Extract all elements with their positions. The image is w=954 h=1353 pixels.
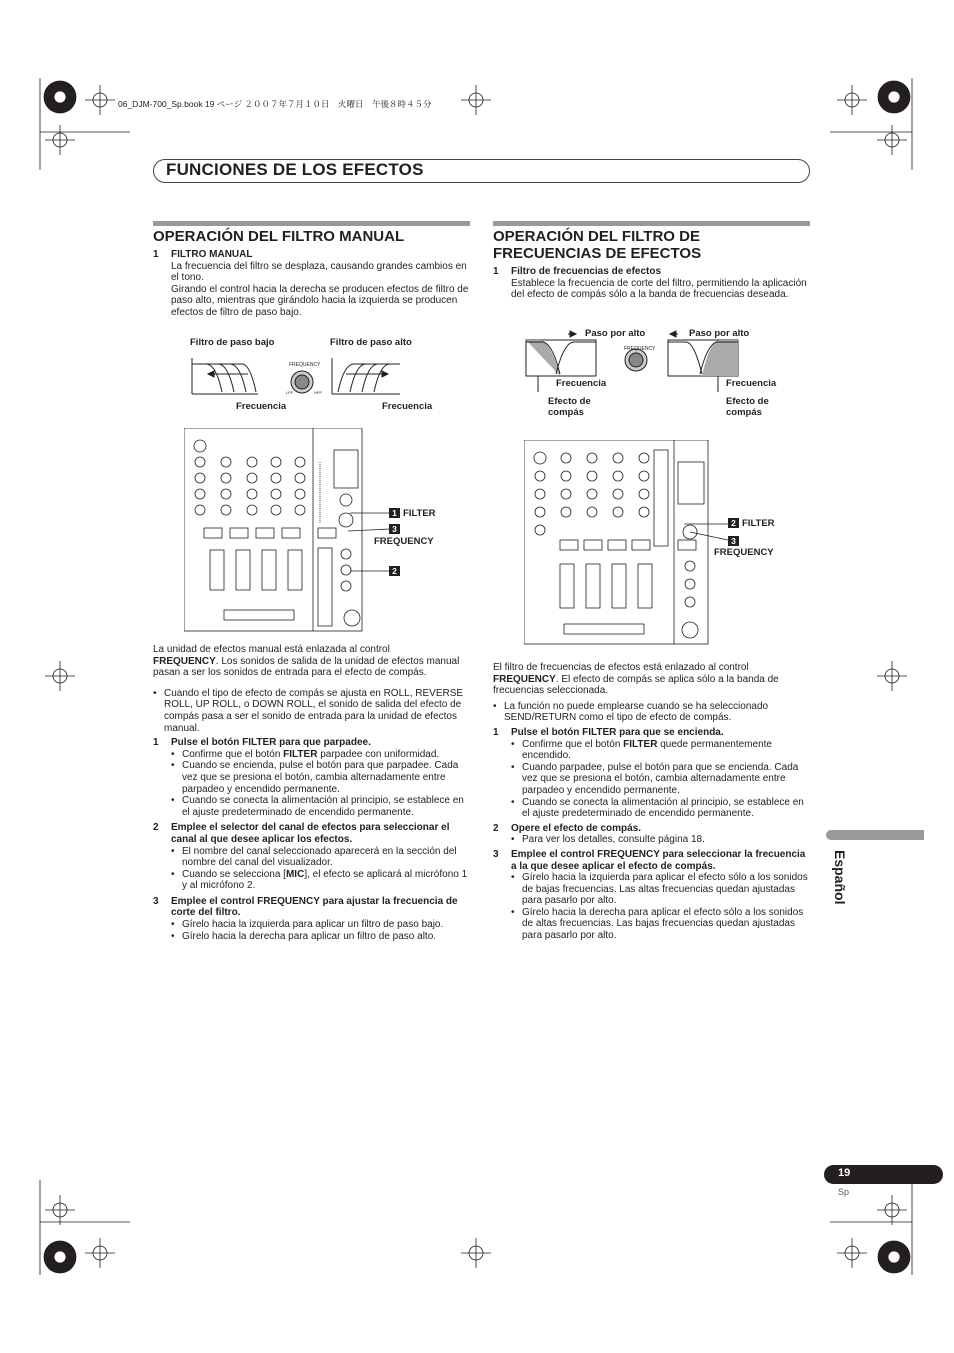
beat-effect-label: Efecto de compás (726, 396, 769, 418)
callout-frequency: FREQUENCY (714, 547, 774, 558)
bullet: • (511, 906, 515, 918)
bullet: • (171, 845, 175, 857)
callout-number: 1 (389, 508, 400, 518)
bullet: • (511, 872, 515, 884)
page-number: 19 (838, 1167, 851, 1179)
knob-hpf-label: HPF (314, 390, 322, 395)
callout-filter (389, 508, 436, 519)
bullet-text: Confirme que el botón FILTER parpadee con uniformidad. (182, 748, 440, 760)
knob-frequency-label: FREQUENCY (289, 362, 321, 368)
step-text: Opere el efecto de compás. (511, 822, 642, 834)
bullet-text: Gírelo hacia la derecha para aplicar un filtro de paso alto. (182, 930, 437, 942)
paragraph: La unidad de efectos manual está enlazada al control (153, 644, 390, 655)
manual-filter-intro (153, 249, 471, 319)
frequency-axis-label: Frecuencia (726, 378, 777, 389)
bullet-text: Cuando se selecciona [MIC], el efecto se aplicará al micrófono 1 y al micrófono 2. (182, 868, 468, 892)
bullet-text: Gírelo hacia la derecha para aplicar el efecto sólo a los sonidos de altas frecuencias. Las bajas frecuencias quedan ajustadas para pasarlo por alto. (522, 906, 804, 942)
bullet-text: Cuando el tipo de efecto de compás se ajusta en ROLL, REVERSE ROLL, UP ROLL, o DOWN ROLL, el sonido de salida del efecto de compás pasa a ser el sonido de entrada para la unidad de efectos manual. (164, 687, 464, 734)
callout-number: 3 (389, 524, 400, 534)
step-number: 1 (153, 737, 159, 749)
frequency-axis-label: Frecuencia (382, 401, 433, 412)
callout-number: 3 (728, 536, 739, 546)
step-text: Emplee el control FREQUENCY para ajustar la frecuencia de corte del filtro. (171, 895, 458, 919)
item-number: 1 (153, 249, 159, 260)
item-paragraph: Girando el control hacia la derecha se producen efectos de filtro de paso alto, mientras que girándolo hacia la izquierda se producen efectos de filtro de paso bajo. (171, 283, 469, 318)
callout-label: FILTER (403, 508, 436, 519)
effect-filter-intro (493, 266, 811, 301)
item-paragraph: Establece la frecuencia de corte del filtro, permitiendo la aplicación del efecto de compás sólo a la banda de frecuencias deseada. (511, 277, 807, 301)
bullet: • (493, 700, 497, 712)
low-pass-label: Filtro de paso bajo (190, 337, 275, 348)
step-text: Emplee el control FREQUENCY para seleccionar la frecuencia a la que desee aplicar el efecto de compás. (511, 848, 806, 872)
callout-label: FILTER (742, 518, 775, 529)
bullet-text: Para ver los detalles, consulte página 18. (522, 834, 705, 846)
bullet: • (171, 748, 175, 760)
bullet: • (511, 834, 515, 846)
callout-leader-lines (340, 505, 392, 575)
step-number: 3 (153, 895, 159, 907)
paragraph: El filtro de frecuencias de efectos está enlazado al control (493, 662, 749, 673)
effect-filter-body (493, 662, 811, 942)
high-pass-label: Filtro de paso alto (330, 337, 412, 348)
step-number: 2 (493, 822, 499, 834)
section-rule (493, 221, 810, 226)
bullet: • (171, 919, 175, 931)
callout-number: 2 (389, 566, 400, 576)
step-text: Pulse el botón FILTER para que parpadee. (171, 737, 371, 749)
step-text: Pulse el botón FILTER para que se encienda. (511, 726, 724, 738)
step-number: 1 (493, 726, 499, 738)
item-title: Filtro de frecuencias de efectos (511, 266, 662, 277)
language-tab-label: Español (832, 850, 848, 905)
chapter-title: FUNCIONES DE LOS EFECTOS (166, 160, 424, 179)
callout-leader-lines (684, 518, 730, 544)
step-text: Emplee el selector del canal de efectos para seleccionar el canal al que desee aplicar los efectos. (171, 822, 450, 845)
book-file-header: 06_DJM-700_Sp.book 19 ページ ２００７年７月１０日 火曜日 午後８時４５分 (118, 99, 432, 109)
item-title: FILTRO MANUAL (171, 249, 253, 260)
callout-filter (728, 518, 775, 529)
paragraph-bold: FREQUENCY (153, 655, 216, 667)
paragraph-bold: FREQUENCY (493, 673, 556, 685)
bullet: • (153, 687, 157, 699)
frequency-axis-label: Frecuencia (236, 401, 287, 412)
bullet: • (511, 761, 515, 773)
effect-filter-diagram (522, 330, 746, 400)
bullet-text: Cuando parpadee, pulse el botón para que se encienda. Cada vez que se presiona el botón, cambia alternadamente entre parpadeo y encendido permanente. (522, 761, 799, 796)
bullet-text: La función no puede emplearse cuando se ha seleccionado SEND/RETURN como el tipo de efecto de compás. (504, 700, 769, 724)
language-tab-bar (826, 830, 924, 840)
high-pass-label: Paso por alto (585, 328, 646, 339)
paragraph: . Los sonidos de salida de la unidad de efectos manual pasan a ser los sonidos de entrada para el efecto de compás. (153, 655, 460, 679)
high-pass-label: Paso por alto (689, 328, 750, 339)
step-number: 2 (153, 822, 159, 834)
bullet-text: Cuando se conecta la alimentación al principio, se establece en el ajuste predeterminado de encendido permanente. (522, 796, 804, 820)
beat-effect-label: Efecto de compás (548, 396, 591, 418)
bullet-text: Gírelo hacia la izquierda para aplicar el efecto sólo a los sonidos de bajas frecuencias. Las altas frecuencias quedan ajustadas para pasarlo por alto. (522, 872, 808, 907)
bullet-text: Confirme que el botón FILTER quede permanentemente encendido. (522, 738, 772, 762)
bullet: • (171, 760, 175, 772)
item-number: 1 (493, 266, 499, 277)
bullet: • (171, 868, 175, 880)
mixer-panel-illustration (184, 428, 364, 633)
knob-lpf-label: LPF (286, 390, 294, 395)
manual-filter-diagram (188, 352, 408, 400)
bullet-text: Cuando se conecta la alimentación al principio, se establece en el ajuste predeterminado de encendido permanente. (182, 795, 464, 818)
bullet: • (511, 738, 515, 750)
bullet: • (511, 796, 515, 808)
manual-filter-body (153, 644, 471, 942)
paragraph: . El efecto de compás se aplica sólo a la banda de frecuencias seleccionada. (493, 673, 779, 697)
page-language-code: Sp (838, 1187, 850, 1197)
bullet-text: Cuando se encienda, pulse el botón para que parpadee. Cada vez que se presiona el botón, cambia alternadamente entre parpadeo y encendido permanente. (182, 760, 459, 795)
section-title-manual-filter: OPERACIÓN DEL FILTRO MANUAL (153, 228, 405, 245)
mixer-panel-illustration (524, 440, 710, 646)
callout-frequency: FREQUENCY (374, 536, 434, 547)
callout-frequency-number (728, 536, 742, 547)
knob-frequency-label: FREQUENCY (624, 346, 656, 352)
bullet-text: Gírelo hacia la izquierda para aplicar un filtro de paso bajo. (182, 919, 444, 931)
step-number: 3 (493, 848, 499, 860)
callout-number: 2 (728, 518, 739, 528)
frequency-axis-label: Frecuencia (556, 378, 607, 389)
item-paragraph: La frecuencia del filtro se desplaza, causando grandes cambios en el tono. (171, 260, 467, 284)
section-title-effect-filter: OPERACIÓN DEL FILTRO DE FRECUENCIAS DE EFECTOS (493, 228, 702, 262)
bullet: • (171, 930, 175, 942)
bullet: • (171, 795, 175, 807)
bullet-text: El nombre del canal seleccionado aparecerá en la sección del nombre del canal del visualizador. (182, 845, 457, 869)
section-rule (153, 221, 470, 226)
